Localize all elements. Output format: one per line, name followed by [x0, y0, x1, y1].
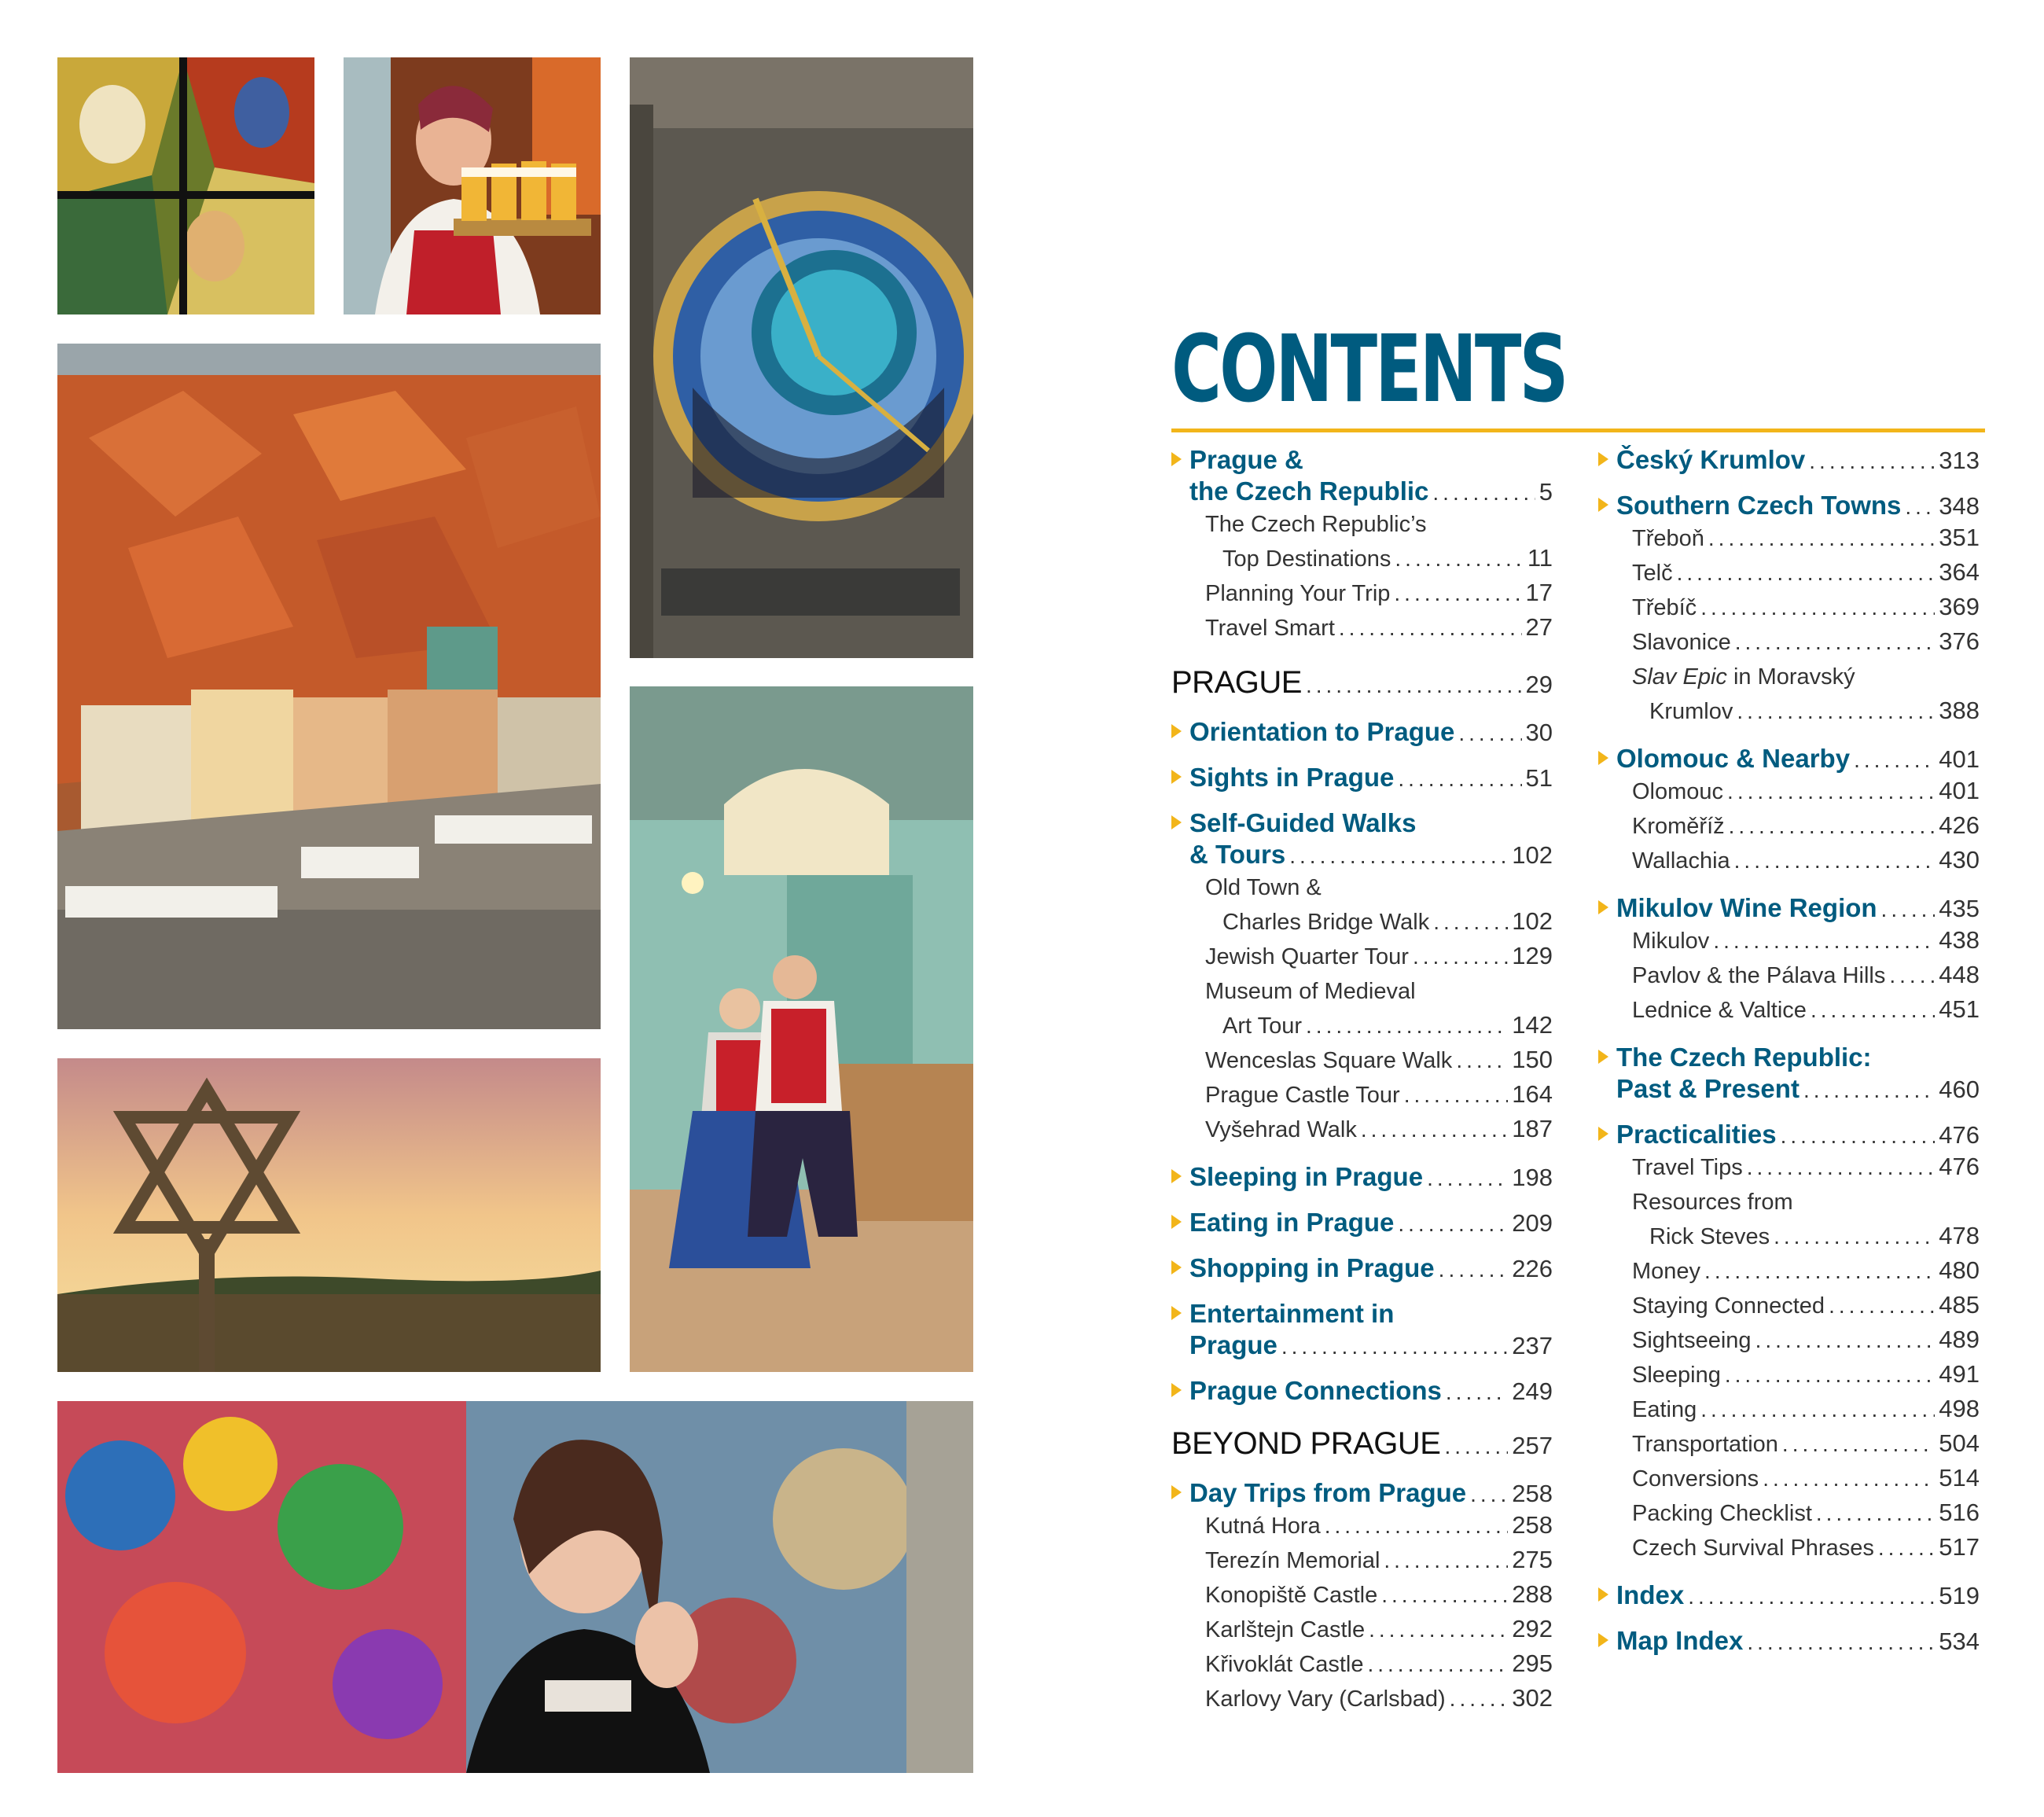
page-number: 198 — [1512, 1164, 1553, 1191]
toc-label: Staying Connected — [1632, 1293, 1825, 1319]
toc-label: Karlovy Vary (Carlsbad) — [1205, 1686, 1446, 1712]
dot-leader — [1704, 1259, 1935, 1284]
toc-sub-eating[interactable] — [1598, 1392, 1980, 1427]
toc-section-map-index[interactable] — [1598, 1625, 1980, 1657]
toc-sub-transportation[interactable] — [1598, 1427, 1980, 1462]
toc-label: Packing Checklist — [1632, 1501, 1812, 1526]
toc-label: Terezín Memorial — [1205, 1548, 1380, 1573]
toc-label-line: The Czech Republic: — [1616, 1043, 1872, 1072]
dot-leader — [1433, 910, 1508, 935]
waitress-with-beers-photo — [344, 57, 601, 314]
page-number: 388 — [1939, 697, 1980, 724]
toc-sub-wenceslas-square-walk[interactable] — [1171, 1043, 1553, 1078]
toc-sub-krivoklat-castle[interactable] — [1171, 1647, 1553, 1682]
page-number: 351 — [1939, 524, 1980, 551]
toc-label-line: Museum of Medieval — [1205, 979, 1416, 1004]
toc-major-prague[interactable] — [1171, 663, 1553, 702]
page-number: 102 — [1512, 907, 1553, 935]
page-number: 491 — [1939, 1360, 1980, 1388]
toc-label: Pavlov & the Pálava Hills — [1632, 963, 1886, 988]
toc-sub-kromeriz[interactable] — [1598, 809, 1980, 844]
toc-label: Mikulov Wine Region — [1616, 893, 1877, 922]
page-number: 435 — [1939, 895, 1980, 922]
dot-leader — [1413, 944, 1508, 969]
dot-leader — [1394, 581, 1521, 606]
toc-major-label: BEYOND PRAGUE — [1171, 1426, 1441, 1461]
page-number: 226 — [1512, 1255, 1553, 1282]
page-number: 478 — [1939, 1222, 1980, 1249]
page-number: 258 — [1512, 1511, 1553, 1539]
toc-sub-wallachia[interactable] — [1598, 844, 1980, 878]
toc-label: Sights in Prague — [1189, 763, 1395, 792]
toc-label: Olomouc & Nearby — [1616, 744, 1851, 773]
dot-leader — [1381, 1583, 1508, 1608]
page-number: 51 — [1525, 764, 1553, 792]
toc-label: Sleeping — [1632, 1363, 1721, 1388]
dot-leader — [1325, 1514, 1509, 1539]
triangle-bullet-icon — [1598, 1587, 1608, 1602]
page-number: 237 — [1512, 1332, 1553, 1359]
page-number: 29 — [1525, 671, 1553, 698]
toc-sub-czech-survival-phrases[interactable] — [1598, 1531, 1980, 1565]
toc-label: Prague Castle Tour — [1205, 1083, 1400, 1108]
page-number: 451 — [1939, 995, 1980, 1023]
toc-label: Transportation — [1632, 1432, 1778, 1457]
toc-label: the Czech Republic — [1189, 476, 1429, 506]
page-number: 514 — [1939, 1464, 1980, 1491]
page-number: 27 — [1525, 613, 1553, 641]
toc-label: Sleeping in Prague — [1189, 1162, 1424, 1191]
toc-label: Třeboň — [1632, 526, 1704, 551]
dot-leader — [1725, 1363, 1935, 1388]
dot-leader — [1763, 1466, 1935, 1491]
page-number: 460 — [1939, 1076, 1980, 1103]
toc-label: Map Index — [1616, 1626, 1744, 1655]
dot-leader — [1729, 814, 1936, 839]
toc-sub-slavonice[interactable] — [1598, 625, 1980, 660]
toc-sub-telc[interactable] — [1598, 556, 1980, 590]
page-number: 476 — [1939, 1121, 1980, 1149]
triangle-bullet-icon — [1171, 452, 1182, 466]
toc-section-entertainment-in-prague[interactable] — [1171, 1298, 1553, 1361]
toc-section-day-trips-from-prague[interactable] — [1171, 1477, 1553, 1509]
triangle-bullet-icon — [1598, 1127, 1608, 1141]
dot-leader — [1755, 1328, 1936, 1353]
triangle-bullet-icon — [1171, 1383, 1182, 1397]
page-number: 498 — [1939, 1395, 1980, 1422]
triangle-bullet-icon — [1171, 1306, 1182, 1320]
page-number: 426 — [1939, 811, 1980, 839]
toc-sub-mikulov[interactable] — [1598, 924, 1980, 958]
dot-leader — [1809, 449, 1935, 474]
dot-leader — [1432, 480, 1535, 506]
page-number: 142 — [1512, 1011, 1553, 1039]
page-number: 209 — [1512, 1209, 1553, 1237]
toc-label: Krumlov — [1649, 699, 1733, 724]
dot-leader — [1782, 1432, 1935, 1457]
toc-sub-terezin-memorial[interactable] — [1171, 1543, 1553, 1578]
toc-major-beyond-prague[interactable] — [1171, 1424, 1553, 1463]
page-number: 11 — [1527, 544, 1553, 572]
toc-section-practicalities[interactable] — [1598, 1119, 1980, 1150]
page-number: 476 — [1939, 1153, 1980, 1180]
triangle-bullet-icon — [1171, 1260, 1182, 1274]
toc-label: Past & Present — [1616, 1074, 1800, 1103]
toc-sub-resources-from-rick-steves[interactable] — [1598, 1185, 1980, 1254]
page-number: 401 — [1939, 745, 1980, 773]
toc-sub-pavlov-the-palava-hills[interactable] — [1598, 958, 1980, 993]
dot-leader — [1878, 1536, 1935, 1561]
dot-leader — [1398, 767, 1521, 792]
toc-label-line: Entertainment in — [1189, 1299, 1395, 1328]
toc-label: Rick Steves — [1649, 1224, 1770, 1249]
toc-label: Konopiště Castle — [1205, 1583, 1378, 1608]
dot-leader — [1905, 495, 1935, 520]
page-number: 292 — [1512, 1615, 1553, 1642]
page-number: 164 — [1512, 1080, 1553, 1108]
toc-label: Jewish Quarter Tour — [1205, 944, 1409, 969]
lennon-wall-photo — [57, 1401, 973, 1773]
toc-label: Wallachia — [1632, 848, 1730, 874]
page-number: 448 — [1939, 961, 1980, 988]
toc-section-prague-connections[interactable] — [1171, 1375, 1553, 1407]
page-number: 489 — [1939, 1326, 1980, 1353]
page-number: 401 — [1939, 777, 1980, 804]
toc-label: Travel Smart — [1205, 616, 1335, 641]
page-number: 5 — [1539, 478, 1553, 506]
toc-sub-sightseeing[interactable] — [1598, 1323, 1980, 1358]
dot-leader — [1444, 1434, 1508, 1459]
toc-label: Kroměříž — [1632, 814, 1725, 839]
star-of-david-memorial-photo — [57, 1058, 601, 1372]
toc-sub-museum-of-medieval-art-tour[interactable] — [1171, 974, 1553, 1043]
toc-label: Prague Connections — [1189, 1376, 1442, 1405]
folk-dancers-photo — [630, 686, 973, 1372]
toc-sub-travel-tips[interactable] — [1598, 1150, 1980, 1185]
dot-leader — [1829, 1293, 1935, 1319]
dot-leader — [1458, 721, 1521, 746]
dot-leader — [1306, 1013, 1508, 1039]
page-number: 313 — [1939, 447, 1980, 474]
dot-leader — [1889, 963, 1935, 988]
dot-leader — [1306, 673, 1522, 698]
dot-leader — [1811, 998, 1935, 1023]
page-number: 504 — [1939, 1429, 1980, 1457]
toc-sub-planning-your-trip[interactable] — [1171, 576, 1553, 611]
triangle-bullet-icon — [1171, 1169, 1182, 1183]
toc-label: Český Krumlov — [1616, 445, 1806, 474]
toc-label: Index — [1616, 1580, 1685, 1609]
toc-sub-money[interactable] — [1598, 1254, 1980, 1289]
triangle-bullet-icon — [1598, 498, 1608, 512]
dot-leader — [1708, 526, 1935, 551]
toc-sub-prague-castle-tour[interactable] — [1171, 1078, 1553, 1113]
dot-leader — [1369, 1617, 1508, 1642]
toc-section-index[interactable] — [1598, 1580, 1980, 1611]
triangle-bullet-icon — [1171, 770, 1182, 784]
toc-section-prague-the-czech-republic[interactable] — [1171, 444, 1553, 507]
page-number: 288 — [1512, 1580, 1553, 1608]
page-number: 516 — [1939, 1499, 1980, 1526]
triangle-bullet-icon — [1171, 724, 1182, 738]
toc-label: Kutná Hora — [1205, 1514, 1321, 1539]
page-number: 129 — [1512, 942, 1553, 969]
page-number: 430 — [1939, 846, 1980, 874]
stained-glass-window-photo — [57, 57, 314, 314]
toc-label: Lednice & Valtice — [1632, 998, 1807, 1023]
toc-label: Czech Survival Phrases — [1632, 1536, 1874, 1561]
dot-leader — [1384, 1548, 1508, 1573]
toc-label: Olomouc — [1632, 779, 1724, 804]
toc-label-line: Prague & — [1189, 445, 1303, 474]
page-number: 376 — [1939, 627, 1980, 655]
toc-label: & Tours — [1189, 840, 1286, 869]
toc-sub-old-town-charles-bridge-walk[interactable] — [1171, 870, 1553, 940]
toc-label: Telč — [1632, 561, 1673, 586]
toc-sub-lednice-valtice[interactable] — [1598, 993, 1980, 1028]
dot-leader — [1747, 1155, 1936, 1180]
dot-leader — [1446, 1380, 1508, 1405]
toc-sub-conversions[interactable] — [1598, 1462, 1980, 1496]
toc-sub-karlovy-vary-carlsbad[interactable] — [1171, 1682, 1553, 1716]
toc-sub-sleeping[interactable] — [1598, 1358, 1980, 1392]
toc-left-column — [1171, 444, 1553, 1716]
dot-leader — [1281, 1334, 1508, 1359]
page-number: 30 — [1525, 719, 1553, 746]
dot-leader — [1427, 1166, 1508, 1191]
page-number: 485 — [1939, 1291, 1980, 1319]
dot-leader — [1734, 848, 1936, 874]
toc-sub-packing-checklist[interactable] — [1598, 1496, 1980, 1531]
toc-sub-the-czech-republic-s-top-destinations[interactable] — [1171, 507, 1553, 576]
toc-sub-travel-smart[interactable] — [1171, 611, 1553, 646]
toc-label-line: Resources from — [1632, 1190, 1793, 1215]
dot-leader — [1854, 748, 1935, 773]
page-number: 257 — [1512, 1432, 1553, 1459]
page-number: 302 — [1512, 1684, 1553, 1712]
page-number: 17 — [1525, 579, 1553, 606]
toc-section-self-guided-walks-tours[interactable] — [1171, 807, 1553, 870]
page-number: 348 — [1939, 492, 1980, 520]
page-number: 150 — [1512, 1046, 1553, 1073]
toc-sub-konopiste-castle[interactable] — [1171, 1578, 1553, 1613]
dot-leader — [1361, 1117, 1508, 1142]
page-number: 275 — [1512, 1546, 1553, 1573]
dot-leader — [1735, 630, 1936, 655]
toc-sub-vysehrad-walk[interactable] — [1171, 1113, 1553, 1147]
toc-label: Conversions — [1632, 1466, 1759, 1491]
toc-label-line: The Czech Republic’s — [1205, 512, 1427, 537]
toc-section-eating-in-prague[interactable] — [1171, 1207, 1553, 1238]
toc-section-shopping-in-prague[interactable] — [1171, 1252, 1553, 1284]
toc-label: Planning Your Trip — [1205, 581, 1391, 606]
title-rule — [1171, 429, 1985, 432]
toc-label: Art Tour — [1222, 1013, 1303, 1039]
dot-leader — [1395, 546, 1523, 572]
dot-leader — [1816, 1501, 1935, 1526]
toc-label: Sightseeing — [1632, 1328, 1752, 1353]
dot-leader — [1688, 1584, 1935, 1609]
page-number: 517 — [1939, 1533, 1980, 1561]
page-number: 249 — [1512, 1377, 1553, 1405]
dot-leader — [1439, 1257, 1509, 1282]
dot-leader — [1450, 1686, 1509, 1712]
contents-title: CONTENTS — [1171, 314, 1567, 423]
triangle-bullet-icon — [1171, 1485, 1182, 1499]
toc-label-line: Self-Guided Walks — [1189, 808, 1417, 837]
toc-section-olomouc-nearby[interactable] — [1598, 743, 1980, 774]
triangle-bullet-icon — [1598, 751, 1608, 765]
toc-sub-slav-epic-in-moravsky-krumlov[interactable] — [1598, 660, 1980, 729]
dot-leader — [1367, 1652, 1508, 1677]
toc-label: Charles Bridge Walk — [1222, 910, 1430, 935]
toc-sub-kutna-hora[interactable] — [1171, 1509, 1553, 1543]
toc-sub-trebic[interactable] — [1598, 590, 1980, 625]
toc-label: Karlštejn Castle — [1205, 1617, 1366, 1642]
toc-label: Křivoklát Castle — [1205, 1652, 1364, 1677]
toc-section-sights-in-prague[interactable] — [1171, 762, 1553, 793]
toc-label-line: Slav Epic in Moravský — [1632, 664, 1855, 690]
dot-leader — [1747, 1630, 1935, 1655]
toc-section-southern-czech-towns[interactable] — [1598, 490, 1980, 521]
dot-leader — [1700, 1397, 1935, 1422]
dot-leader — [1339, 616, 1522, 641]
toc-section-sleeping-in-prague[interactable] — [1171, 1161, 1553, 1193]
dot-leader — [1456, 1048, 1508, 1073]
toc-section-the-czech-republic-past-present[interactable] — [1598, 1042, 1980, 1105]
toc-label: Travel Tips — [1632, 1155, 1743, 1180]
toc-major-label: PRAGUE — [1171, 665, 1302, 700]
page-number: 102 — [1512, 841, 1553, 869]
old-town-rooftops-photo — [57, 344, 601, 1029]
toc-label: Mikulov — [1632, 929, 1710, 954]
dot-leader — [1881, 897, 1936, 922]
page-number: 369 — [1939, 593, 1980, 620]
dot-leader — [1404, 1083, 1509, 1108]
page-number: 519 — [1939, 1582, 1980, 1609]
dot-leader — [1737, 699, 1935, 724]
toc-label: Day Trips from Prague — [1189, 1478, 1467, 1507]
toc-label: Southern Czech Towns — [1616, 491, 1902, 520]
dot-leader — [1803, 1078, 1935, 1103]
triangle-bullet-icon — [1598, 452, 1608, 466]
toc-label: Třebíč — [1632, 595, 1697, 620]
page-number: 187 — [1512, 1115, 1553, 1142]
page-number: 258 — [1512, 1480, 1553, 1507]
toc-sub-staying-connected[interactable] — [1598, 1289, 1980, 1323]
toc-section-cesky-krumlov[interactable] — [1598, 444, 1980, 476]
toc-label: Eating — [1632, 1397, 1697, 1422]
toc-label: Eating in Prague — [1189, 1208, 1395, 1237]
page-number: 364 — [1939, 558, 1980, 586]
page-number: 534 — [1939, 1628, 1980, 1655]
toc-label: Practicalities — [1616, 1120, 1777, 1149]
toc-label: Slavonice — [1632, 630, 1731, 655]
toc-sub-karlstejn-castle[interactable] — [1171, 1613, 1553, 1647]
triangle-bullet-icon — [1171, 1215, 1182, 1229]
toc-sub-trebon[interactable] — [1598, 521, 1980, 556]
dot-leader — [1470, 1482, 1508, 1507]
astronomical-clock-photo — [630, 57, 973, 658]
toc-label: Wenceslas Square Walk — [1205, 1048, 1453, 1073]
triangle-bullet-icon — [1171, 815, 1182, 829]
toc-label: Vyšehrad Walk — [1205, 1117, 1357, 1142]
toc-label: Prague — [1189, 1330, 1278, 1359]
dot-leader — [1289, 844, 1508, 869]
page-number: 480 — [1939, 1256, 1980, 1284]
toc-label: Top Destinations — [1222, 546, 1391, 572]
dot-leader — [1781, 1124, 1936, 1149]
toc-label: Money — [1632, 1259, 1701, 1284]
dot-leader — [1774, 1224, 1935, 1249]
toc-label: Shopping in Prague — [1189, 1253, 1435, 1282]
triangle-bullet-icon — [1598, 1633, 1608, 1647]
page-number: 295 — [1512, 1650, 1553, 1677]
toc-section-orientation-to-prague[interactable] — [1171, 716, 1553, 748]
toc-section-mikulov-wine-region[interactable] — [1598, 892, 1980, 924]
dot-leader — [1398, 1212, 1508, 1237]
page-number: 438 — [1939, 926, 1980, 954]
toc-sub-olomouc[interactable] — [1598, 774, 1980, 809]
dot-leader — [1727, 779, 1935, 804]
dot-leader — [1700, 595, 1935, 620]
dot-leader — [1677, 561, 1936, 586]
toc-label-line: Old Town & — [1205, 875, 1322, 900]
toc-label: Orientation to Prague — [1189, 717, 1455, 746]
triangle-bullet-icon — [1598, 1050, 1608, 1064]
dot-leader — [1713, 929, 1935, 954]
toc-sub-jewish-quarter-tour[interactable] — [1171, 940, 1553, 974]
toc-right-column — [1598, 444, 1980, 1657]
triangle-bullet-icon — [1598, 900, 1608, 914]
